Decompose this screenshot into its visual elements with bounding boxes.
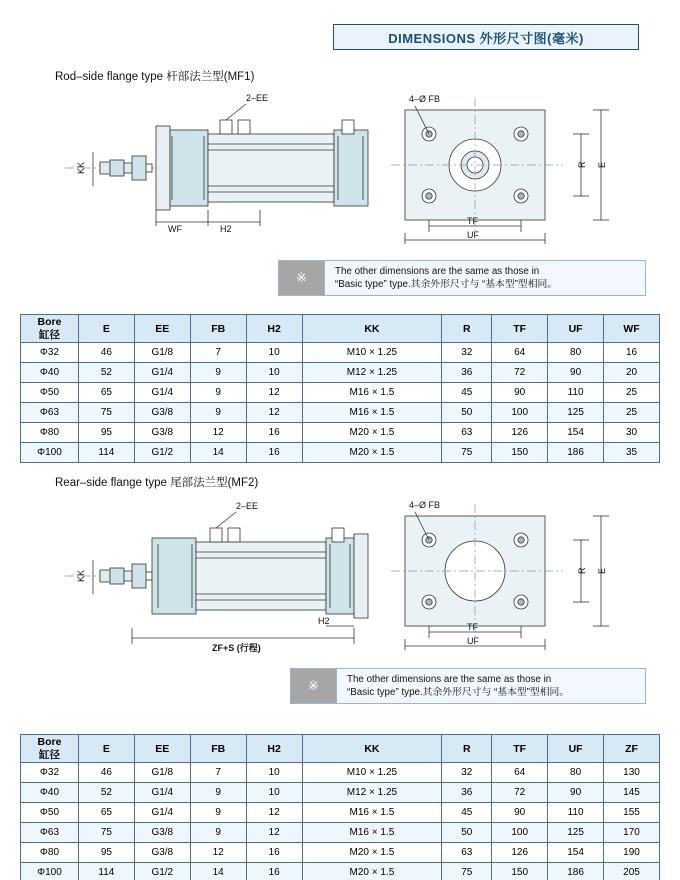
- col-bore: Bore 缸径: [21, 315, 79, 343]
- cell-kk: M16 × 1.5: [302, 403, 442, 423]
- cell-e: 114: [78, 863, 134, 880]
- cell-r: 63: [442, 843, 492, 863]
- section-label-mf2: Rear–side flange type 尾部法兰型(MF2): [55, 477, 259, 489]
- table-row: [21, 803, 660, 823]
- cell-kk: M20 × 1.5: [302, 843, 442, 863]
- cell-uf: 90: [548, 363, 604, 383]
- cell-ee: G1/8: [134, 343, 190, 363]
- cell-ee: G1/4: [134, 803, 190, 823]
- cell-r: 75: [442, 443, 492, 463]
- cell-h2: 12: [246, 823, 302, 843]
- note-line-2: “Basic type” type.其余外形尺寸与 “基本型”型相同。: [347, 687, 570, 698]
- note-line-1: The other dimensions are the same as those in: [347, 673, 552, 685]
- table-row: [21, 423, 660, 443]
- table-row: [21, 343, 660, 363]
- drawing-mf2-front-view: [385, 496, 635, 656]
- label-h2: H2: [318, 616, 330, 626]
- table-row: [21, 783, 660, 803]
- table-row: [21, 763, 660, 783]
- col-kk: KK: [302, 735, 442, 763]
- cell-e: 65: [78, 383, 134, 403]
- cell-h2: 12: [246, 403, 302, 423]
- cell-bore: Φ40: [21, 783, 79, 803]
- table-row: [21, 363, 660, 383]
- cell-e: 46: [78, 343, 134, 363]
- col-e: E: [78, 735, 134, 763]
- cell-fb: 9: [190, 783, 246, 803]
- cell-uf: 110: [548, 803, 604, 823]
- cell-h2: 16: [246, 423, 302, 443]
- col-h2: H2: [246, 315, 302, 343]
- table-row: [21, 383, 660, 403]
- cell-wf: 20: [604, 363, 660, 383]
- cell-tf: 64: [492, 343, 548, 363]
- cell-fb: 7: [190, 343, 246, 363]
- cell-kk: M10 × 1.25: [302, 343, 442, 363]
- cell-h2: 16: [246, 843, 302, 863]
- cell-bore: Φ63: [21, 403, 79, 423]
- cell-kk: M16 × 1.5: [302, 823, 442, 843]
- cell-fb: 9: [190, 803, 246, 823]
- col-e: E: [78, 315, 134, 343]
- table-header-row: [21, 735, 660, 763]
- cell-kk: M12 × 1.25: [302, 783, 442, 803]
- col-r: R: [442, 735, 492, 763]
- note-box-mf2: [290, 668, 646, 704]
- cell-tf: 90: [492, 383, 548, 403]
- cell-uf: 186: [548, 443, 604, 463]
- col-ee: EE: [134, 735, 190, 763]
- label-tf: TF: [467, 216, 478, 226]
- cell-r: 45: [442, 383, 492, 403]
- cell-fb: 9: [190, 403, 246, 423]
- col-tf: TF: [492, 735, 548, 763]
- col-r: R: [442, 315, 492, 343]
- cell-h2: 10: [246, 363, 302, 383]
- cell-e: 46: [78, 763, 134, 783]
- cell-bore: Φ80: [21, 423, 79, 443]
- cell-r: 32: [442, 343, 492, 363]
- col-wf: WF: [604, 315, 660, 343]
- cell-tf: 150: [492, 443, 548, 463]
- cell-e: 114: [78, 443, 134, 463]
- label-uf: UF: [467, 636, 479, 646]
- table-header-row: [21, 315, 660, 343]
- cell-fb: 12: [190, 423, 246, 443]
- cell-uf: 186: [548, 863, 604, 880]
- cell-ee: G1/4: [134, 363, 190, 383]
- cell-ee: G1/8: [134, 763, 190, 783]
- label-kk: KK: [76, 569, 86, 582]
- cell-tf: 150: [492, 863, 548, 880]
- cell-bore: Φ100: [21, 443, 79, 463]
- cell-kk: M20 × 1.5: [302, 443, 442, 463]
- cell-h2: 10: [246, 763, 302, 783]
- cell-tf: 126: [492, 843, 548, 863]
- note-line-2: “Basic type” type.其余外形尺寸与 “基本型”型相同。: [335, 279, 558, 290]
- cell-e: 65: [78, 803, 134, 823]
- dimensions-table-mf2: [20, 734, 660, 880]
- cell-e: 52: [78, 363, 134, 383]
- cell-uf: 80: [548, 343, 604, 363]
- cell-e: 75: [78, 403, 134, 423]
- cell-e: 95: [78, 423, 134, 443]
- label-uf: UF: [467, 230, 479, 240]
- note-box-mf1: [278, 260, 646, 296]
- col-kk: KK: [302, 315, 442, 343]
- cell-r: 32: [442, 763, 492, 783]
- cell-fb: 12: [190, 843, 246, 863]
- cell-e: 95: [78, 843, 134, 863]
- cell-ee: G3/8: [134, 403, 190, 423]
- cell-fb: 9: [190, 363, 246, 383]
- cell-kk: M20 × 1.5: [302, 423, 442, 443]
- cell-kk: M12 × 1.25: [302, 363, 442, 383]
- section-label-mf1: Rod–side flange type 杆部法兰型(MF1): [55, 71, 255, 83]
- col-uf: UF: [548, 315, 604, 343]
- label-zf-s: ZF+S (行程): [212, 643, 261, 653]
- cell-zf: 145: [604, 783, 660, 803]
- cell-zf: 155: [604, 803, 660, 823]
- col-uf: UF: [548, 735, 604, 763]
- cell-ee: G1/2: [134, 863, 190, 880]
- cell-kk: M16 × 1.5: [302, 803, 442, 823]
- cell-ee: G1/4: [134, 383, 190, 403]
- cell-wf: 35: [604, 443, 660, 463]
- cell-e: 52: [78, 783, 134, 803]
- cell-bore: Φ63: [21, 823, 79, 843]
- cell-r: 50: [442, 823, 492, 843]
- cell-h2: 10: [246, 343, 302, 363]
- cell-r: 45: [442, 803, 492, 823]
- cell-uf: 90: [548, 783, 604, 803]
- cell-wf: 25: [604, 383, 660, 403]
- cell-zf: 205: [604, 863, 660, 880]
- label-h2: H2: [220, 224, 232, 234]
- cell-ee: G3/8: [134, 423, 190, 443]
- cell-kk: M10 × 1.25: [302, 763, 442, 783]
- page-title: DIMENSIONS 外形尺寸图(毫米): [333, 24, 639, 50]
- cell-ee: G1/4: [134, 783, 190, 803]
- drawing-mf1-side-view: [60, 90, 370, 240]
- cell-fb: 7: [190, 763, 246, 783]
- label-2-ee: 2–EE: [236, 501, 259, 511]
- note-line-1: The other dimensions are the same as those in: [335, 265, 540, 277]
- col-fb: FB: [190, 735, 246, 763]
- cell-h2: 10: [246, 783, 302, 803]
- cell-bore: Φ32: [21, 343, 79, 363]
- label-2-ee: 2–EE: [246, 93, 269, 103]
- col-bore: Bore 缸径: [21, 735, 79, 763]
- cell-fb: 14: [190, 443, 246, 463]
- cell-bore: Φ100: [21, 863, 79, 880]
- label-r: R: [577, 567, 587, 574]
- cell-zf: 170: [604, 823, 660, 843]
- cell-ee: G1/2: [134, 443, 190, 463]
- cell-h2: 12: [246, 803, 302, 823]
- cell-zf: 130: [604, 763, 660, 783]
- cell-tf: 126: [492, 423, 548, 443]
- cell-r: 75: [442, 863, 492, 880]
- label-wf: WF: [168, 224, 182, 234]
- drawing-mf2-side-view: [60, 496, 370, 661]
- cell-bore: Φ80: [21, 843, 79, 863]
- table-row: [21, 443, 660, 463]
- label-e: E: [597, 567, 607, 574]
- label-kk: KK: [76, 161, 86, 174]
- label-4-fb: 4–Ø FB: [409, 94, 441, 104]
- cell-uf: 154: [548, 423, 604, 443]
- label-r: R: [577, 161, 587, 168]
- cell-ee: G3/8: [134, 823, 190, 843]
- note-mark-icon: ※: [291, 669, 337, 703]
- cell-r: 36: [442, 783, 492, 803]
- cell-wf: 30: [604, 423, 660, 443]
- cell-bore: Φ50: [21, 803, 79, 823]
- table-row: [21, 823, 660, 843]
- cell-r: 36: [442, 363, 492, 383]
- label-tf: TF: [467, 622, 478, 632]
- col-h2: H2: [246, 735, 302, 763]
- cell-uf: 125: [548, 823, 604, 843]
- cell-wf: 16: [604, 343, 660, 363]
- cell-r: 50: [442, 403, 492, 423]
- label-e: E: [597, 161, 607, 168]
- col-fb: FB: [190, 315, 246, 343]
- cell-tf: 72: [492, 363, 548, 383]
- table-row: [21, 863, 660, 880]
- cell-h2: 12: [246, 383, 302, 403]
- cell-tf: 90: [492, 803, 548, 823]
- cell-wf: 25: [604, 403, 660, 423]
- label-4-fb: 4–Ø FB: [409, 500, 441, 510]
- col-zf: ZF: [604, 735, 660, 763]
- col-tf: TF: [492, 315, 548, 343]
- cell-kk: M20 × 1.5: [302, 863, 442, 880]
- cell-tf: 64: [492, 763, 548, 783]
- cell-r: 63: [442, 423, 492, 443]
- cell-ee: G3/8: [134, 843, 190, 863]
- cell-fb: 9: [190, 383, 246, 403]
- drawing-mf1-front-view: [385, 90, 635, 245]
- cell-bore: Φ32: [21, 763, 79, 783]
- cell-h2: 16: [246, 443, 302, 463]
- cell-fb: 9: [190, 823, 246, 843]
- cell-tf: 72: [492, 783, 548, 803]
- cell-zf: 190: [604, 843, 660, 863]
- dimensions-table-mf1: [20, 314, 660, 463]
- cell-tf: 100: [492, 403, 548, 423]
- cell-uf: 110: [548, 383, 604, 403]
- note-mark-icon: ※: [279, 261, 325, 295]
- cell-tf: 100: [492, 823, 548, 843]
- cell-kk: M16 × 1.5: [302, 383, 442, 403]
- cell-bore: Φ50: [21, 383, 79, 403]
- cell-uf: 80: [548, 763, 604, 783]
- table-row: [21, 843, 660, 863]
- cell-uf: 154: [548, 843, 604, 863]
- cell-fb: 14: [190, 863, 246, 880]
- col-ee: EE: [134, 315, 190, 343]
- cell-h2: 16: [246, 863, 302, 880]
- cell-bore: Φ40: [21, 363, 79, 383]
- cell-e: 75: [78, 823, 134, 843]
- table-row: [21, 403, 660, 423]
- cell-uf: 125: [548, 403, 604, 423]
